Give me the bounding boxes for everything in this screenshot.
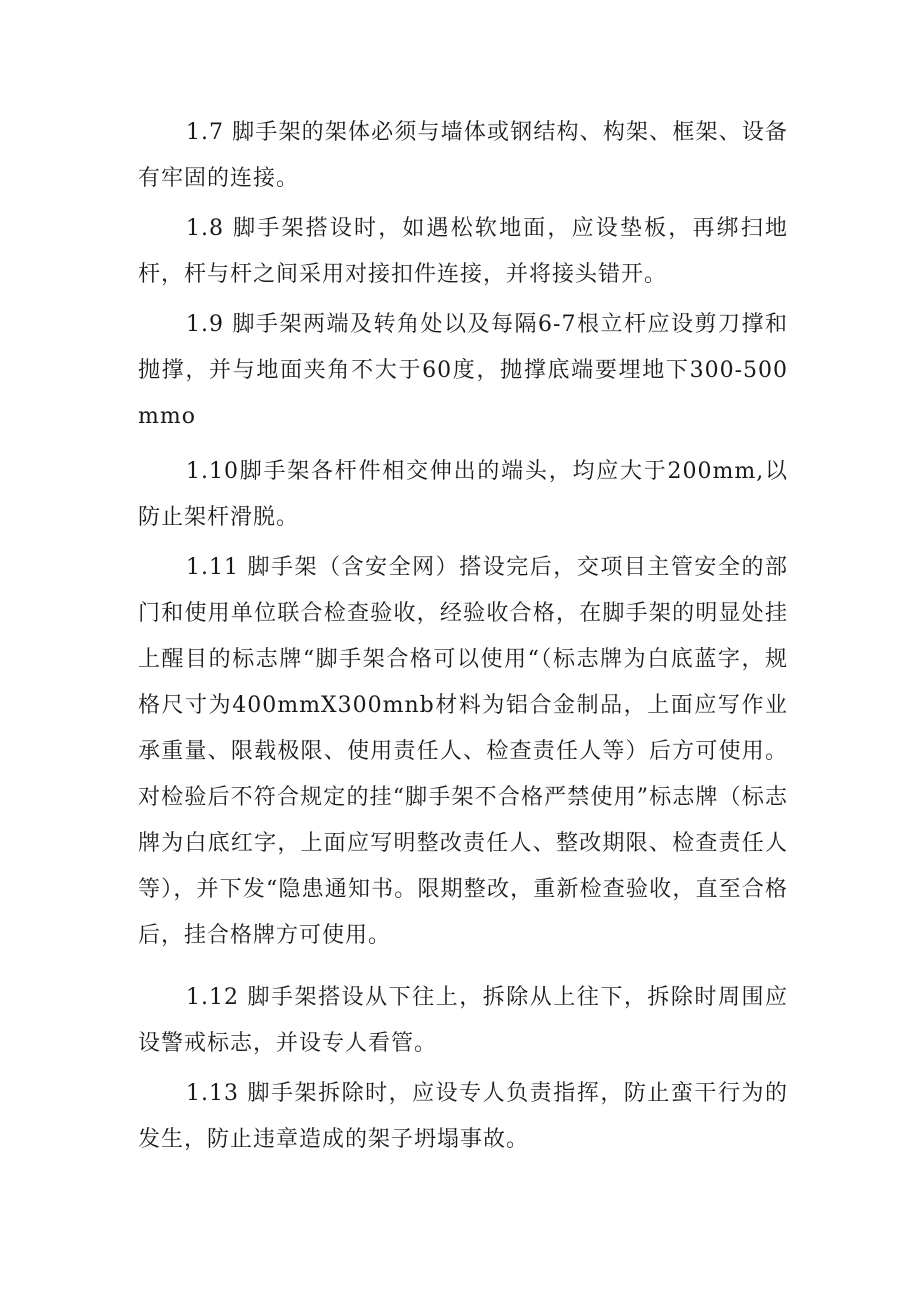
paragraph-1-7: 1.7 脚手架的架体必须与墙体或钢结构、构架、框架、设备有牢固的连接。 <box>138 120 788 191</box>
paragraph-1-8: 1.8 脚手架搭设时，如遇松软地面，应设垫板，再绑扫地杆，杆与杆之间采用对接扣件连接，并将接头错开。 <box>138 216 788 287</box>
paragraph-1-9: 1.9 脚手架两端及转角处以及每隔6-7根立杆应设剪刀撑和抛撑，并与地面夹角不大于60度，抛撑底端要埋地下300-500mmo <box>138 312 788 429</box>
paragraph-1-13: 1.13 脚手架拆除时，应设专人负责指挥，防止蛮干行为的发生，防止违章造成的架子坍塌事故。 <box>138 1081 788 1152</box>
paragraph-1-10: 1.10脚手架各杆件相交伸出的端头，均应大于200mm,以防止架杆滑脱。 <box>138 459 788 530</box>
paragraph-1-11: 1.11 脚手架（含安全网）搭设完后，交项目主管安全的部门和使用单位联合检查验收，经验收合格，在脚手架的明显处挂上醒目的标志牌“脚手架合格可以使用“（标志牌为白底蓝字，规格尺寸为400mmX300mnb材料为铝合金制品，上面应写作业承重量、限载极限、使用责任人、检查责任人等）后方可使用。对检验后不符合规定的挂“脚手架不合格严禁使用”标志牌（标志牌为白底红字，上面应写明整改责任人、整改期限、检查责任人等），并下发“隐患通知书。限期整改，重新检查验收，直至合格后，挂合格牌方可使用。 <box>138 555 788 948</box>
paragraph-1-12: 1.12 脚手架搭设从下往上，拆除从上往下，拆除时周围应设警戒标志，并设专人看管。 <box>138 985 788 1056</box>
